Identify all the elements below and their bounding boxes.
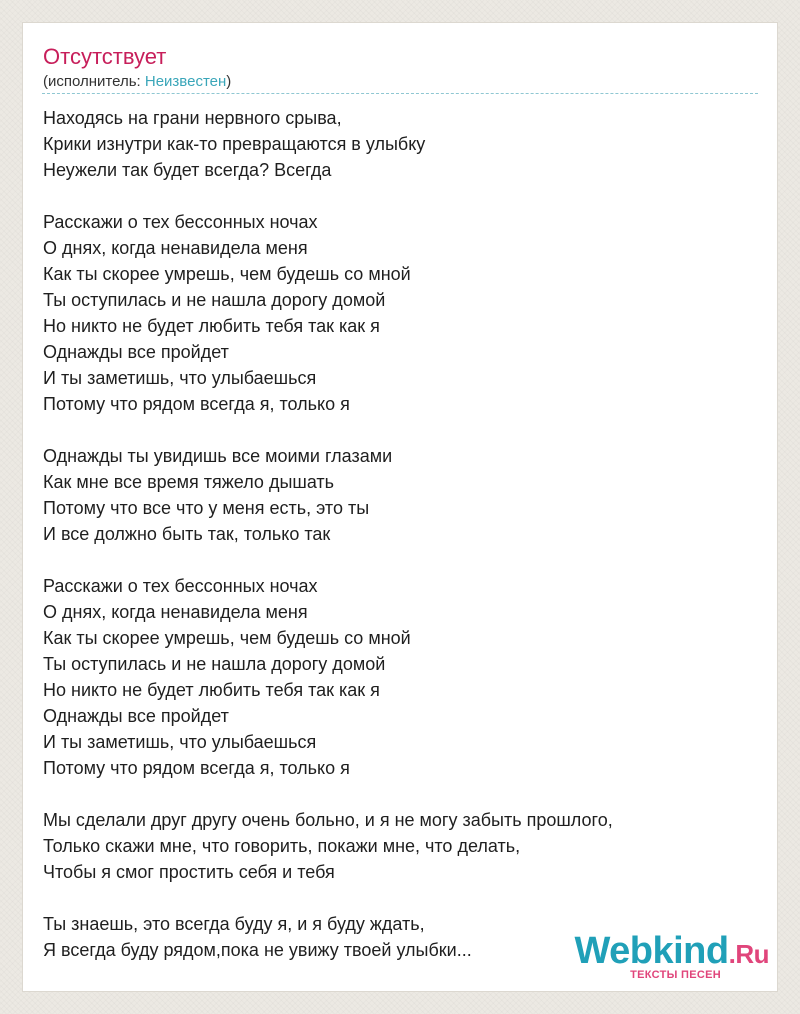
lyric-line: О днях, когда ненавидела меня (43, 238, 308, 258)
lyric-line: Крики изнутри как-то превращаются в улыбку (43, 134, 426, 154)
lyric-line: О днях, когда ненавидела меня (43, 602, 308, 622)
lyric-line: Ты знаешь, это всегда буду я, и я буду ждать, (43, 914, 425, 934)
lyric-line: Неужели так будет всегда? Всегда (43, 160, 332, 180)
lyric-line: Однажды ты увидишь все моими глазами (43, 446, 393, 466)
logo-tagline: ТЕКСТЫ ПЕСЕН (630, 969, 721, 981)
artist-prefix: (исполнитель: (43, 73, 145, 90)
logo-main-text: Webkind (574, 930, 729, 972)
lyric-line: Находясь на грани нервного срыва, (43, 108, 342, 128)
lyrics-stanza (43, 105, 743, 183)
lyric-line: Однажды все пройдет (43, 342, 229, 362)
song-title: Отсутствует (43, 44, 167, 69)
artist-line (43, 73, 231, 91)
lyric-line: Потому что рядом всегда я, только я (43, 758, 350, 778)
lyric-line: Как мне все время тяжело дышать (43, 472, 335, 492)
lyric-line: Потому что все что у меня есть, это ты (43, 498, 370, 518)
lyric-line: Ты оступилась и не нашла дорогу домой (43, 290, 386, 310)
lyric-line: Однажды все пройдет (43, 706, 229, 726)
lyric-line: Но никто не будет любить тебя так как я (43, 680, 380, 700)
artist-link[interactable]: Неизвестен (144, 73, 227, 90)
lyrics-card (22, 22, 778, 992)
lyrics-stanza (43, 807, 743, 885)
webkind-logo[interactable] (574, 930, 769, 985)
lyric-line: Я всегда буду рядом,пока не увижу твоей улыбки... (43, 940, 472, 960)
lyric-line: Но никто не будет любить тебя так как я (43, 316, 380, 336)
lyric-line: Только скажи мне, что говорить, покажи мне, что делать, (43, 836, 521, 856)
lyric-line: Потому что рядом всегда я, только я (43, 394, 350, 414)
lyric-line: Ты оступилась и не нашла дорогу домой (43, 654, 386, 674)
lyric-line: Чтобы я смог простить себя и тебя (43, 862, 335, 882)
lyrics-stanza (43, 443, 743, 547)
lyrics-stanza (43, 209, 743, 417)
logo-tld-text: .Ru (728, 939, 769, 969)
artist-suffix: ) (226, 73, 232, 90)
lyric-line: И все должно быть так, только так (43, 524, 331, 544)
lyric-line: Как ты скорее умрешь, чем будешь со мной (43, 264, 411, 284)
lyrics-stanza (43, 573, 743, 781)
lyric-line: Мы сделали друг другу очень больно, и я не могу забыть прошлого, (43, 810, 613, 830)
lyrics-body (43, 105, 743, 963)
lyric-line: Расскажи о тех бессонных ночах (43, 576, 318, 596)
lyric-line: Как ты скорее умрешь, чем будешь со мной (43, 628, 411, 648)
dashed-divider (42, 93, 758, 94)
lyric-line: Расскажи о тех бессонных ночах (43, 212, 318, 232)
lyric-line: И ты заметишь, что улыбаешься (43, 732, 317, 752)
lyric-line: И ты заметишь, что улыбаешься (43, 368, 317, 388)
logo-wordmark (574, 931, 769, 974)
